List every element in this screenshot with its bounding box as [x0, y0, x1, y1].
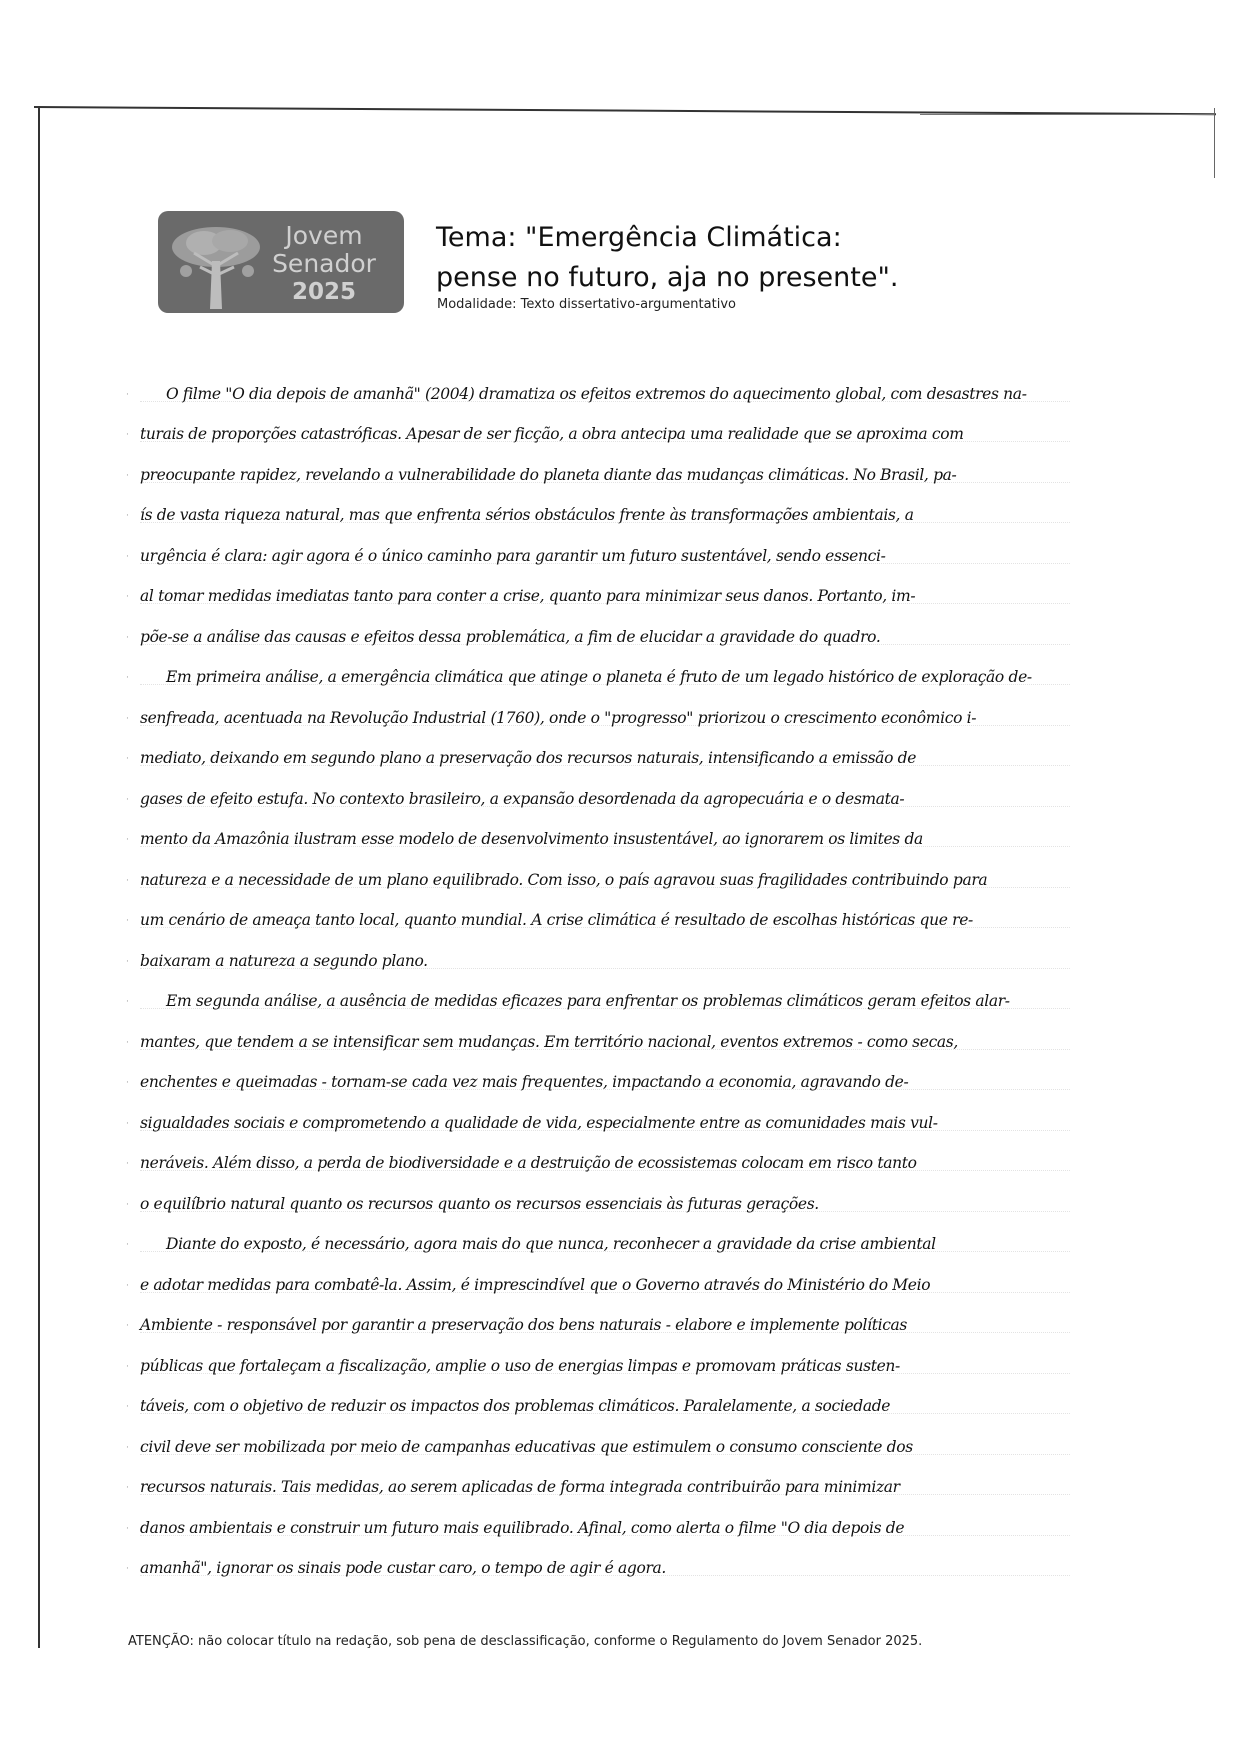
margin-mark: · [126, 1118, 129, 1129]
essay-line-text: e adotar medidas para combatê-la. Assim, é imprescindível que o Governo através do Ministério do Meio [140, 1275, 931, 1294]
margin-mark: · [126, 673, 129, 683]
essay-line-text: põe-se a análise das causas e efeitos dessa problemática, a fim de elucidar a gravidade do quadro. [140, 627, 881, 646]
margin-mark: · [126, 389, 129, 400]
essay-line [126, 368, 1070, 409]
essay-line [126, 1259, 1070, 1300]
margin-mark: · [126, 875, 129, 886]
essay-line [126, 1138, 1070, 1179]
essay-line [126, 1097, 1070, 1138]
margin-mark: · [126, 551, 129, 562]
margin-mark: · [126, 1442, 129, 1453]
essay-line [126, 1462, 1070, 1503]
margin-mark: · [126, 511, 129, 521]
tema-line1: Tema: "Emergência Climática: [436, 222, 842, 253]
essay-line-text: danos ambientais e construir um futuro mais equilibrado. Afinal, como alerta o filme "O dia depois de [140, 1518, 905, 1537]
essay-line-text: sigualdades sociais e comprometendo a qualidade de vida, especialmente entre as comunidades mais vul- [140, 1113, 938, 1132]
essay-line [126, 1057, 1070, 1098]
essay-line [126, 692, 1070, 733]
essay-line-text: natureza e a necessidade de um plano equilibrado. Com isso, o país agravou suas fragilidades contribuindo para [140, 870, 988, 889]
scan-border-right [1214, 108, 1215, 178]
margin-mark: · [126, 1280, 129, 1291]
tema-line2: pense no futuro, aja no presente". [436, 262, 899, 293]
essay-line-text: amanhã", ignorar os sinais pode custar caro, o tempo de agir é agora. [140, 1559, 666, 1577]
essay-line-text: civil deve ser mobilizada por meio de campanhas educativas que estimulem o consumo consciente dos [140, 1437, 913, 1456]
essay-line [126, 935, 1070, 976]
margin-mark: · [126, 1483, 129, 1493]
essay-line-text: al tomar medidas imediatas tanto para conter a crise, quanto para minimizar seus danos. Portanto, im- [140, 587, 916, 605]
margin-mark: · [126, 713, 129, 724]
jovem-senador-logo [158, 211, 404, 313]
essay-line-text: senfreada, acentuada na Revolução Industrial (1760), onde o "progresso" priorizou o crescimento econômico i- [140, 708, 977, 727]
scan-border-left [38, 106, 40, 1648]
essay-line-text: Ambiente - responsável por garantir a preservação dos bens naturais - elabore e implemente políticas [140, 1316, 908, 1334]
tema-title [436, 218, 898, 298]
essay-line-text: táveis, com o objetivo de reduzir os impactos dos problemas climáticos. Paralelamente, a sociedade [140, 1397, 891, 1415]
essay-line-text: urgência é clara: agir agora é o único caminho para garantir um futuro sustentável, sendo essenci- [140, 546, 886, 565]
margin-mark: · [126, 794, 129, 805]
margin-mark: · [126, 1321, 129, 1331]
margin-mark: · [126, 592, 129, 602]
footer-warning: ATENÇÃO: não colocar título na redação, sob pena de desclassificação, conforme o Regulamento do Jovem Senador 2025. [128, 1634, 923, 1649]
essay-line-text: um cenário de ameaça tanto local, quanto mundial. A crise climática é resultado de escolhas históricas que re- [140, 911, 973, 929]
essay-line [126, 1219, 1070, 1260]
essay-line [126, 449, 1070, 490]
margin-mark: · [126, 1402, 129, 1412]
essay-line [126, 1502, 1070, 1543]
margin-mark: · [126, 956, 129, 967]
margin-mark: · [126, 754, 129, 764]
essay-line-text: mantes, que tendem a se intensificar sem mudanças. Em território nacional, eventos extremos - como secas, [140, 1032, 958, 1051]
margin-mark: · [126, 1159, 129, 1169]
logo-brand-line2: Senador [272, 249, 376, 278]
essay-line [126, 733, 1070, 774]
essay-line-text: preocupante rapidez, revelando a vulnerabilidade do planeta diante das mudanças climáticas. No Brasil, pa- [140, 465, 957, 484]
margin-mark: · [126, 1240, 129, 1250]
essay-line [126, 895, 1070, 936]
margin-mark: · [126, 1078, 129, 1088]
essay-line [126, 976, 1070, 1017]
essay-line [126, 1300, 1070, 1341]
modalidade-label: Modalidade: Texto dissertativo-argumentativo [437, 297, 736, 312]
logo-brand-line1: Jovem [285, 221, 363, 250]
essay-line [126, 409, 1070, 450]
margin-mark: · [126, 470, 129, 481]
essay-line [126, 571, 1070, 612]
essay-line-text: públicas que fortaleçam a fiscalização, amplie o uso de energias limpas e promovam práticas susten- [140, 1356, 900, 1375]
margin-mark: · [126, 916, 129, 926]
essay-line [126, 814, 1070, 855]
essay-line [126, 652, 1070, 693]
margin-mark: · [126, 997, 129, 1007]
margin-mark: · [126, 1037, 129, 1048]
essay-line-text: neráveis. Além disso, a perda de biodiversidade e a destruição de ecossistemas colocam em risco tanto [140, 1154, 917, 1172]
essay-line-text: enchentes e queimadas - tornam-se cada vez mais frequentes, impactando a economia, agravando de- [140, 1073, 909, 1091]
essay-line [126, 490, 1070, 531]
essay-line-text: Em primeira análise, a emergência climática que atinge o planeta é fruto de um legado histórico de exploração de- [166, 668, 1032, 686]
scan-border-shadow [920, 114, 1215, 115]
essay-line [126, 773, 1070, 814]
essay-line-text: mediato, deixando em segundo plano a preservação dos recursos naturais, intensificando a emissão de [140, 749, 917, 767]
essay-line [126, 611, 1070, 652]
margin-mark: · [126, 835, 129, 845]
margin-mark: · [126, 632, 129, 643]
margin-mark: · [126, 1199, 129, 1210]
essay-line-text: o equilíbrio natural quanto os recursos quanto os recursos essenciais às futuras gerações. [140, 1194, 819, 1213]
essay-line-text: recursos naturais. Tais medidas, ao serem aplicadas de forma integrada contribuirão para minimizar [140, 1478, 900, 1496]
margin-mark: · [126, 430, 129, 440]
essay-line [126, 1178, 1070, 1219]
essay-line-text: Diante do exposto, é necessário, agora mais do que nunca, reconhecer a gravidade da crise ambiental [166, 1235, 936, 1253]
logo-year: 2025 [291, 279, 356, 305]
essay-line [126, 1421, 1070, 1462]
essay-line [126, 1016, 1070, 1057]
essay-line [126, 1340, 1070, 1381]
margin-mark: · [126, 1361, 129, 1372]
essay-line-text: O filme "O dia depois de amanhã" (2004) dramatiza os efeitos extremos do aquecimento global, com desastres na- [166, 384, 1027, 403]
essay-line-text: Em segunda análise, a ausência de medidas eficazes para enfrentar os problemas climáticos geram efeitos alar- [166, 992, 1010, 1010]
essay-line [126, 1381, 1070, 1422]
margin-mark: · [126, 1564, 129, 1574]
essay-line-text: turais de proporções catastróficas. Apesar de ser ficção, a obra antecipa uma realidade que se aproxima com [140, 425, 964, 443]
essay-line-text: baixaram a natureza a segundo plano. [140, 951, 428, 970]
handwritten-essay [126, 368, 1070, 1583]
margin-mark: · [126, 1523, 129, 1534]
essay-line [126, 1543, 1070, 1584]
essay-line-text: gases de efeito estufa. No contexto brasileiro, a expansão desordenada da agropecuária e o desmata- [140, 789, 905, 808]
essay-line [126, 854, 1070, 895]
essay-line-text: ís de vasta riqueza natural, mas que enfrenta sérios obstáculos frente às transformações ambientais, a [140, 506, 914, 524]
essay-line-text: mento da Amazônia ilustram esse modelo de desenvolvimento insustentável, ao ignorarem os limites da [140, 830, 923, 848]
essay-line [126, 530, 1070, 571]
